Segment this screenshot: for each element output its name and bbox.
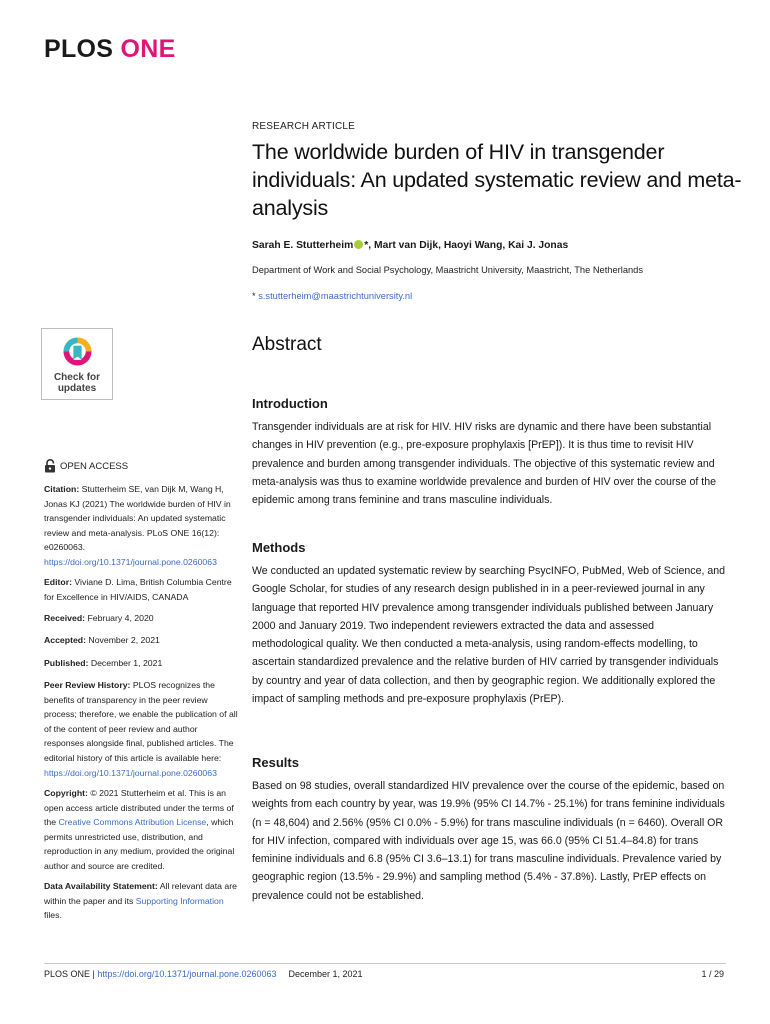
copyright-block: Copyright: © 2021 Stutterheim et al. This is an open access article distributed under the terms of the Creative Commons Attribution License, which permits unrestricted use, distribution, and reproduction in any medium, provided the original author and source are credited. xyxy=(44,788,235,871)
logo-plos: PLOS xyxy=(44,35,114,63)
footer-doi-link[interactable]: https://doi.org/10.1371/journal.pone.0260063 xyxy=(97,969,277,979)
corresponding-email: * s.stutterheim@maastrichtuniversity.nl xyxy=(252,291,413,301)
methods-text: We conducted an updated systematic review by searching PsycINFO, PubMed, Web of Science, and Google Scholar, for studies of any research design published in in a peer-reviewed journal in any language that reported HIV prevalence among transgender individuals published between January 2000 and January 2019. Two independent reviewers extracted the data and assessed methodological quality. We then conducted a meta-analysis, using random-effects modelling, to ascertain standardized prevalence and the relative burden of HIV carried by transgender individuals by country and year of data collection, and then by geographic region. We additionally explored the impact of sampling methods and pre-exposure prophylaxis (PrEP). xyxy=(252,565,726,706)
peer-review-block: Peer Review History: PLOS recognizes the benefits of transparency in the peer review process; therefore, we enable the publication of all of the content of peer review and author responses alongside final, published articles. The editorial history of this article is available here: https://doi.org/10.1371/journal.pone.0260063 xyxy=(44,680,238,778)
footer-divider xyxy=(44,963,726,964)
abstract-heading: Abstract xyxy=(252,334,322,355)
journal-logo xyxy=(44,37,176,62)
open-access-label: OPEN ACCESS xyxy=(60,460,129,472)
results-heading: Results xyxy=(252,755,299,770)
author-list xyxy=(252,240,568,251)
editor-block: Editor: Viviane D. Lima, British Columbia Centre for Excellence in HIV/AIDS, CANADA xyxy=(44,577,232,602)
article-title: The worldwide burden of HIV in transgender individuals: An updated systematic review and meta-analysis xyxy=(252,140,742,220)
open-access-badge xyxy=(44,459,128,473)
published-date: Published: December 1, 2021 xyxy=(44,658,163,668)
accepted-date: Accepted: November 2, 2021 xyxy=(44,635,160,645)
email-link[interactable]: s.stutterheim@maastrichtuniversity.nl xyxy=(258,291,413,301)
license-link[interactable]: Creative Commons Attribution License xyxy=(58,817,207,828)
page-number: 1 / 29 xyxy=(701,969,724,979)
other-authors: *, Mart van Dijk, Haoyi Wang, Kai J. Jonas xyxy=(364,240,569,251)
first-author[interactable]: Sarah E. Stutterheim xyxy=(252,240,354,251)
introduction-text: Transgender individuals are at risk for HIV. HIV risks are dynamic and there have been substantial changes in HIV prevention (e.g., pre-exposure prophylaxis [PrEP]). It is thus time to revisit HIV prevalence and burden among transgender individuals. The objective of this systematic review and meta-analysis was thus to examine worldwide prevalence and burden of HIV over the course of the epidemic among trans feminine and trans masculine individuals. xyxy=(252,421,717,507)
check-for-updates-badge[interactable] xyxy=(41,328,113,400)
page-footer: PLOS ONE | https://doi.org/10.1371/journal.pone.0260063 December 1, 2021 xyxy=(44,969,363,979)
footer-date: December 1, 2021 xyxy=(288,969,363,979)
open-lock-icon xyxy=(44,459,57,473)
check-for-updates-label: Check for updates xyxy=(53,372,101,394)
peer-review-link[interactable]: https://doi.org/10.1371/journal.pone.0260063 xyxy=(44,767,217,778)
orcid-icon[interactable] xyxy=(354,240,363,249)
citation-block: Citation: Stutterheim SE, van Dijk M, Wang H, Jonas KJ (2021) The worldwide burden of HIV in transgender individuals: An updated systematic review and meta-analysis. PLoS ONE 16(12): e0260063. https://doi.org/10.1371/journal.pone.0260063 xyxy=(44,484,231,567)
supporting-info-link[interactable]: Supporting Information xyxy=(135,895,224,906)
introduction-heading: Introduction xyxy=(252,396,328,411)
crossmark-icon xyxy=(61,335,94,368)
citation-doi-link[interactable]: https://doi.org/10.1371/journal.pone.0260063 xyxy=(44,556,217,567)
results-text: Based on 98 studies, overall standardized HIV prevalence over the course of the epidemic, based on weights from each country by year, was 19.9% (95% CI 14.7% - 25.1%) for trans feminine individuals (n = 48,604) and 2.56% (95% CI 0.0% - 5.9%) for trans masculine individuals (n = 6460). Overall OR for HIV infection, compared with individuals over age 15, was 66.0 (95% CI 51.4–84.8) for trans feminine individuals and 6.8 (95% CI 3.6–13.1) for trans masculine individuals. Prevalence varied by geographic region (13.5% - 29.9%) and sampling method (5.4% - 37.8%). Lastly, PrEP effects on prevalence could not be established. xyxy=(252,780,725,902)
logo-one: ONE xyxy=(120,35,176,63)
article-type: RESEARCH ARTICLE xyxy=(252,121,356,132)
received-date: Received: February 4, 2020 xyxy=(44,613,154,623)
data-availability-block: Data Availability Statement: All relevant data are within the paper and its Supporting Information files. xyxy=(44,881,237,921)
affiliation: Department of Work and Social Psychology, Maastricht University, Maastricht, The Netherlands xyxy=(252,265,643,275)
methods-heading: Methods xyxy=(252,540,306,555)
